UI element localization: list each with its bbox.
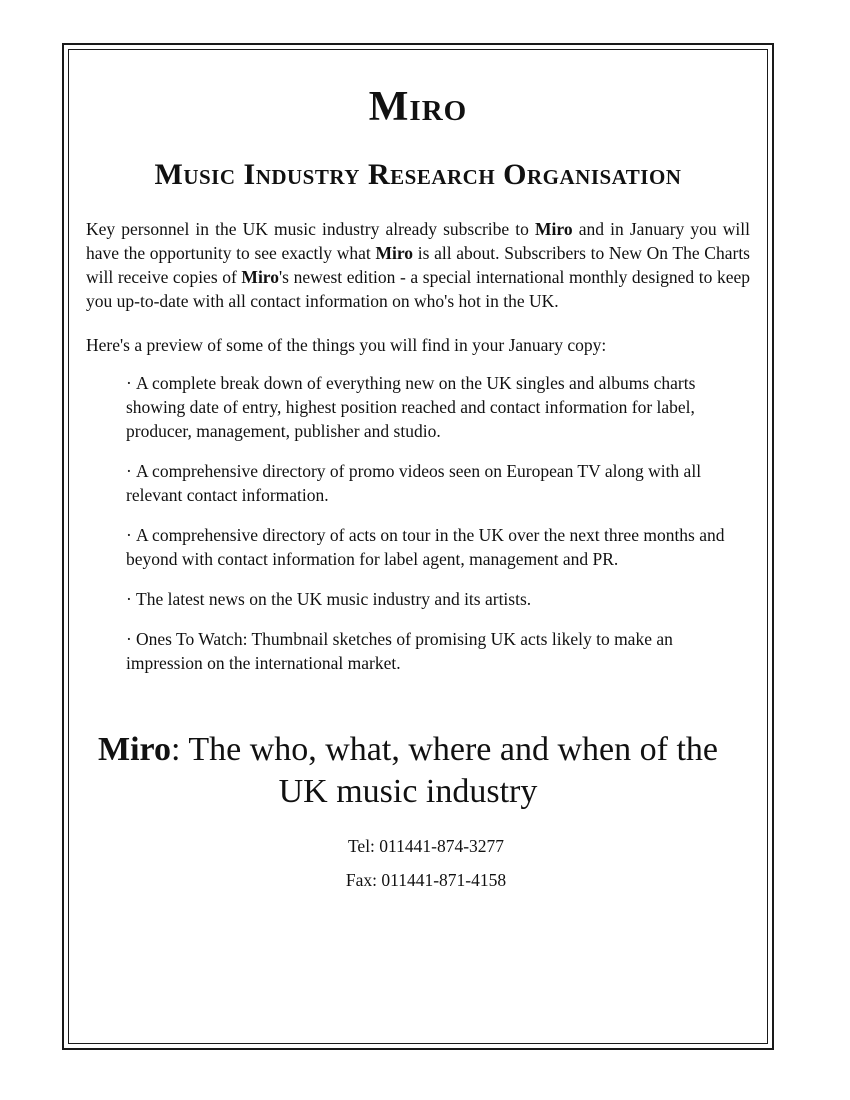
flyer-subtitle: Music Industry Research Organisation [154, 158, 682, 192]
flyer-title: Miro [368, 84, 468, 130]
preview-intro: Here's a preview of some of the things you will find in your January copy: [86, 335, 607, 356]
intro-text-1: Key personnel in the UK music industry already subscribe to [86, 219, 536, 240]
feature-text: The latest news on the UK music industry and its artists. [136, 589, 532, 610]
tagline [86, 729, 730, 813]
feature-text: A comprehensive directory of promo videos seen on European TV along with all relevant contact information. [126, 461, 702, 506]
intro-text-2: and in January you will have the opportunity to see exactly what [86, 219, 751, 264]
bullet-marker: · [126, 373, 132, 394]
intro-text-4: 's newest edition - a special international monthly designed to keep you up-to-date with all contact information on who's hot in the UK. [86, 267, 750, 312]
intro-paragraph [86, 217, 750, 313]
feature-text: A complete break down of everything new on the UK singles and albums charts showing date of entry, highest position reached and contact information for label, producer, management, publisher and studio. [126, 373, 696, 442]
bullet-marker: · [126, 589, 132, 610]
feature-item [126, 627, 750, 675]
bullet-marker: · [126, 629, 132, 650]
bullet-marker: · [126, 525, 132, 546]
tagline-brand: Miro [97, 731, 171, 769]
tagline-text: : The who, what, where and when of the UK music industry [171, 731, 718, 811]
feature-item [126, 371, 750, 443]
feature-item [126, 523, 750, 571]
feature-item [126, 587, 750, 611]
fax-number: Fax: 011441-871-4158 [345, 870, 507, 891]
feature-item [126, 459, 750, 507]
bullet-marker: · [126, 461, 132, 482]
feature-list [86, 371, 750, 675]
telephone-number: Tel: 011441-874-3277 [347, 836, 505, 857]
intro-text-3: is all about. Subscribers to New On The Charts will receive copies of [86, 243, 750, 288]
intro-brand-1: Miro [535, 219, 573, 240]
feature-text: A comprehensive directory of acts on tour in the UK over the next three months and beyond with contact information for label agent, management and PR. [126, 525, 725, 570]
feature-text: Ones To Watch: Thumbnail sketches of promising UK acts likely to make an impression on the international market. [126, 629, 673, 674]
contact-block [102, 829, 750, 897]
intro-brand-2: Miro [375, 243, 414, 264]
intro-brand-3: Miro [241, 267, 280, 288]
flyer-content [86, 60, 750, 897]
